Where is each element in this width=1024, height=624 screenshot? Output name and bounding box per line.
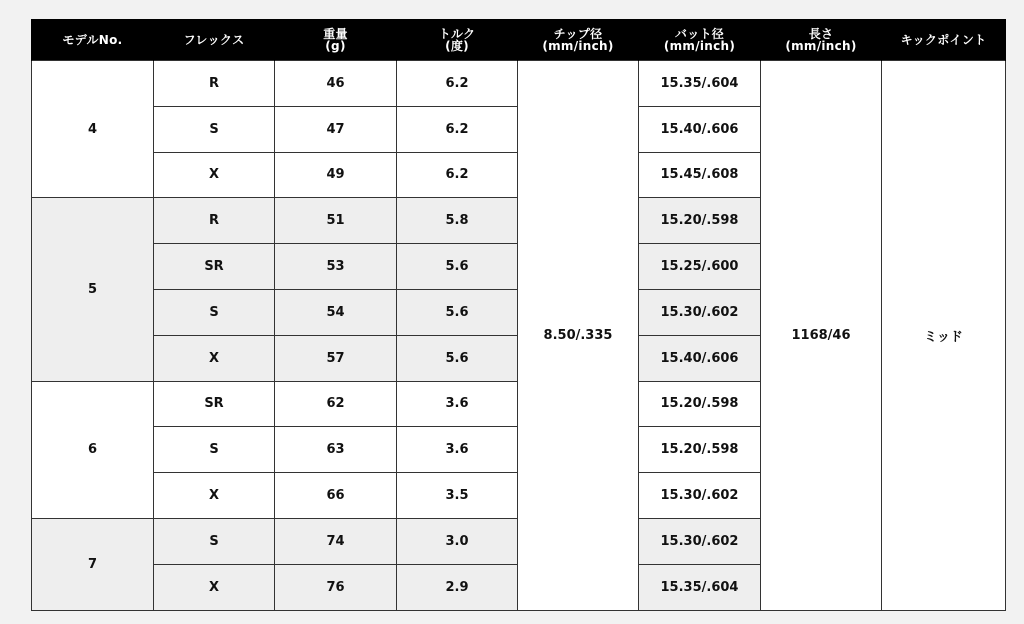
butt-diameter-cell: 15.20/.598 [639,198,761,244]
table-row [32,61,1006,107]
kick-point-cell: ミッド [882,61,1006,611]
flex-cell: S [154,106,275,152]
weight-cell: 46 [275,61,397,107]
header-torque: トルク (度) [397,19,518,61]
butt-diameter-cell: 15.25/.600 [639,244,761,290]
tip-diameter-cell: 8.50/.335 [518,61,639,611]
model-cell: 7 [32,518,154,610]
length-cell: 1168/46 [761,61,882,611]
flex-cell: X [154,564,275,610]
weight-cell: 54 [275,289,397,335]
shaft-spec-table [31,19,1006,611]
header-flex: フレックス [154,19,275,61]
flex-cell: X [154,152,275,198]
torque-cell: 3.6 [397,381,518,427]
header-weight: 重量 (g) [275,19,397,61]
spec-table-container [31,19,1006,611]
weight-cell: 49 [275,152,397,198]
model-cell: 4 [32,61,154,198]
flex-cell: R [154,198,275,244]
weight-cell: 53 [275,244,397,290]
flex-cell: S [154,289,275,335]
flex-cell: S [154,518,275,564]
torque-cell: 6.2 [397,106,518,152]
weight-cell: 62 [275,381,397,427]
model-cell: 5 [32,198,154,381]
weight-cell: 51 [275,198,397,244]
torque-cell: 3.5 [397,473,518,519]
header-row [32,19,1006,61]
weight-cell: 47 [275,106,397,152]
butt-diameter-cell: 15.45/.608 [639,152,761,198]
torque-cell: 6.2 [397,152,518,198]
flex-cell: X [154,473,275,519]
weight-cell: 63 [275,427,397,473]
header-tip-diameter: チップ径 (mm/inch) [518,19,639,61]
flex-cell: SR [154,381,275,427]
butt-diameter-cell: 15.40/.606 [639,335,761,381]
header-length: 長さ (mm/inch) [761,19,882,61]
torque-cell: 2.9 [397,564,518,610]
torque-cell: 3.0 [397,518,518,564]
weight-cell: 57 [275,335,397,381]
flex-cell: SR [154,244,275,290]
header-kick-point: キックポイント [882,19,1006,61]
butt-diameter-cell: 15.35/.604 [639,564,761,610]
torque-cell: 5.6 [397,244,518,290]
butt-diameter-cell: 15.35/.604 [639,61,761,107]
flex-cell: S [154,427,275,473]
torque-cell: 5.6 [397,335,518,381]
model-cell: 6 [32,381,154,518]
butt-diameter-cell: 15.40/.606 [639,106,761,152]
torque-cell: 5.8 [397,198,518,244]
butt-diameter-cell: 15.30/.602 [639,473,761,519]
torque-cell: 6.2 [397,61,518,107]
butt-diameter-cell: 15.20/.598 [639,427,761,473]
butt-diameter-cell: 15.20/.598 [639,381,761,427]
flex-cell: X [154,335,275,381]
header-butt-diameter: バット径 (mm/inch) [639,19,761,61]
weight-cell: 66 [275,473,397,519]
flex-cell: R [154,61,275,107]
weight-cell: 74 [275,518,397,564]
torque-cell: 3.6 [397,427,518,473]
weight-cell: 76 [275,564,397,610]
butt-diameter-cell: 15.30/.602 [639,518,761,564]
butt-diameter-cell: 15.30/.602 [639,289,761,335]
header-model-no: モデルNo. [32,19,154,61]
torque-cell: 5.6 [397,289,518,335]
